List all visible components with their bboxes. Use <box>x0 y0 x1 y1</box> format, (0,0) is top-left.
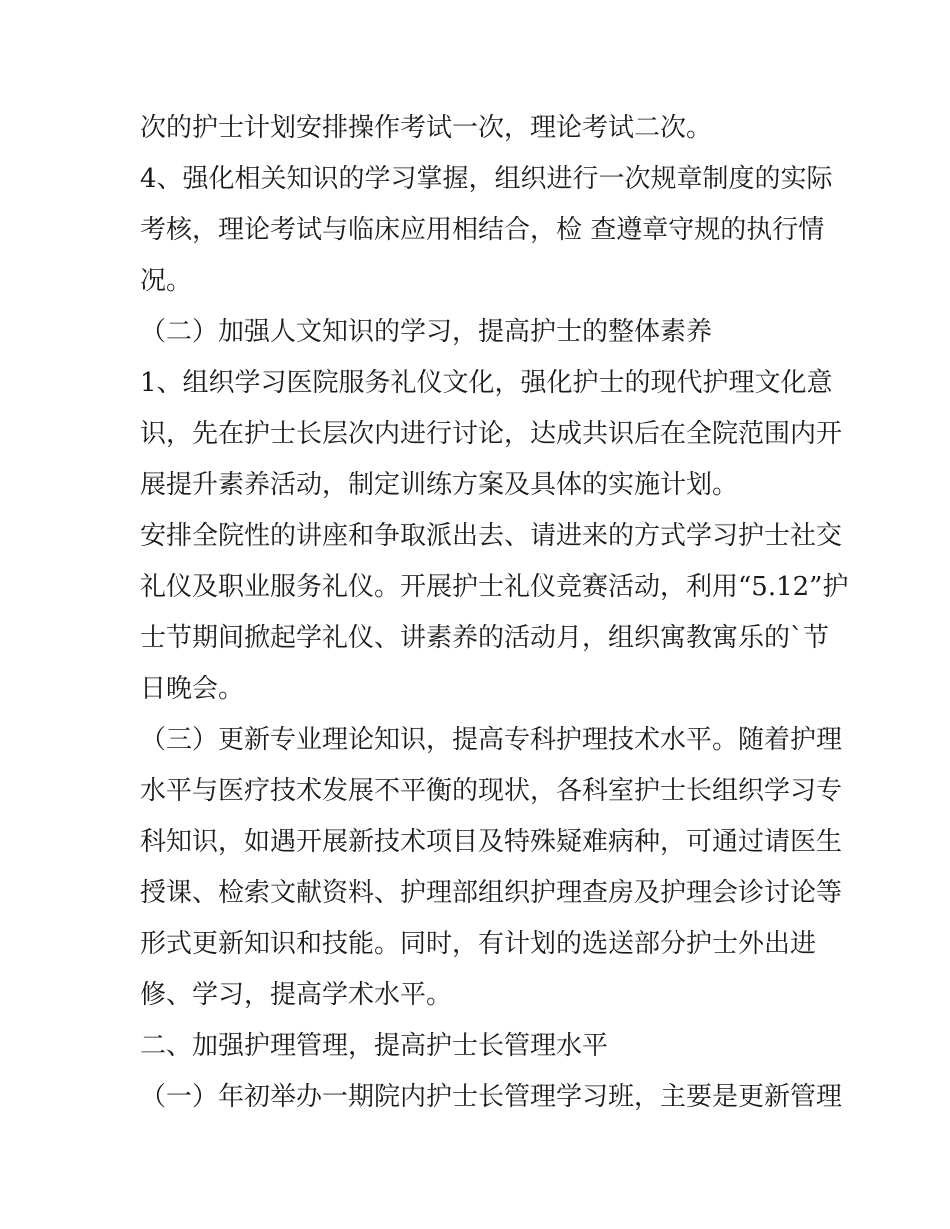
text-line: 展提升素养活动，制定训练方案及具体的实施计划。 <box>140 470 739 500</box>
text-line: 授课、检索文献资料、护理部组织护理查房及护理会诊讨论等 <box>140 878 843 908</box>
text-line: 礼仪及职业服务礼仪。开展护士礼仪竞赛活动，利用“5.12”护 <box>140 572 849 602</box>
section-heading: （二）加强人文知识的学习，提高护士的整体素养 <box>140 317 713 347</box>
text-line: 形式更新知识和技能。同时，有计划的选送部分护士外出进 <box>140 929 817 959</box>
text-line: 日晚会。 <box>140 674 245 704</box>
text-line: 1、组织学习医院服务礼仪文化，强化护士的现代护理文化意 <box>140 368 833 398</box>
text-line: 4、强化相关知识的学习掌握，组织进行一次规章制度的实际 <box>140 164 833 194</box>
text-line: 士节期间掀起学礼仪、讲素养的活动月，组织寓教寓乐的`节 <box>140 623 830 653</box>
text-line: 水平与医疗技术发展不平衡的现状，各科室护士长组织学习专 <box>140 776 843 806</box>
text-line: 次的护士计划安排操作考试一次，理论考试二次。 <box>140 113 713 143</box>
text-line: （一）年初举办一期院内护士长管理学习班，主要是更新管理 <box>140 1082 843 1112</box>
text-line: 科知识，如遇开展新技术项目及特殊疑难病种，可通过请医生 <box>140 827 843 857</box>
text-line: 修、学习，提高学术水平。 <box>140 980 453 1010</box>
section-heading: 二、加强护理管理，提高护士长管理水平 <box>140 1031 609 1061</box>
text-line: 识，先在护士长层次内进行讨论，达成共识后在全院范围内开 <box>140 419 843 449</box>
section-heading: （三）更新专业理论知识，提高专科护理技术水平。随着护理 <box>140 725 843 755</box>
text-line: 考核，理论考试与临床应用相结合，检 查遵章守规的执行情 <box>140 215 825 245</box>
text-line: 况。 <box>140 266 193 296</box>
text-line: 安排全院性的讲座和争取派出去、请进来的方式学习护士社交 <box>140 521 843 551</box>
